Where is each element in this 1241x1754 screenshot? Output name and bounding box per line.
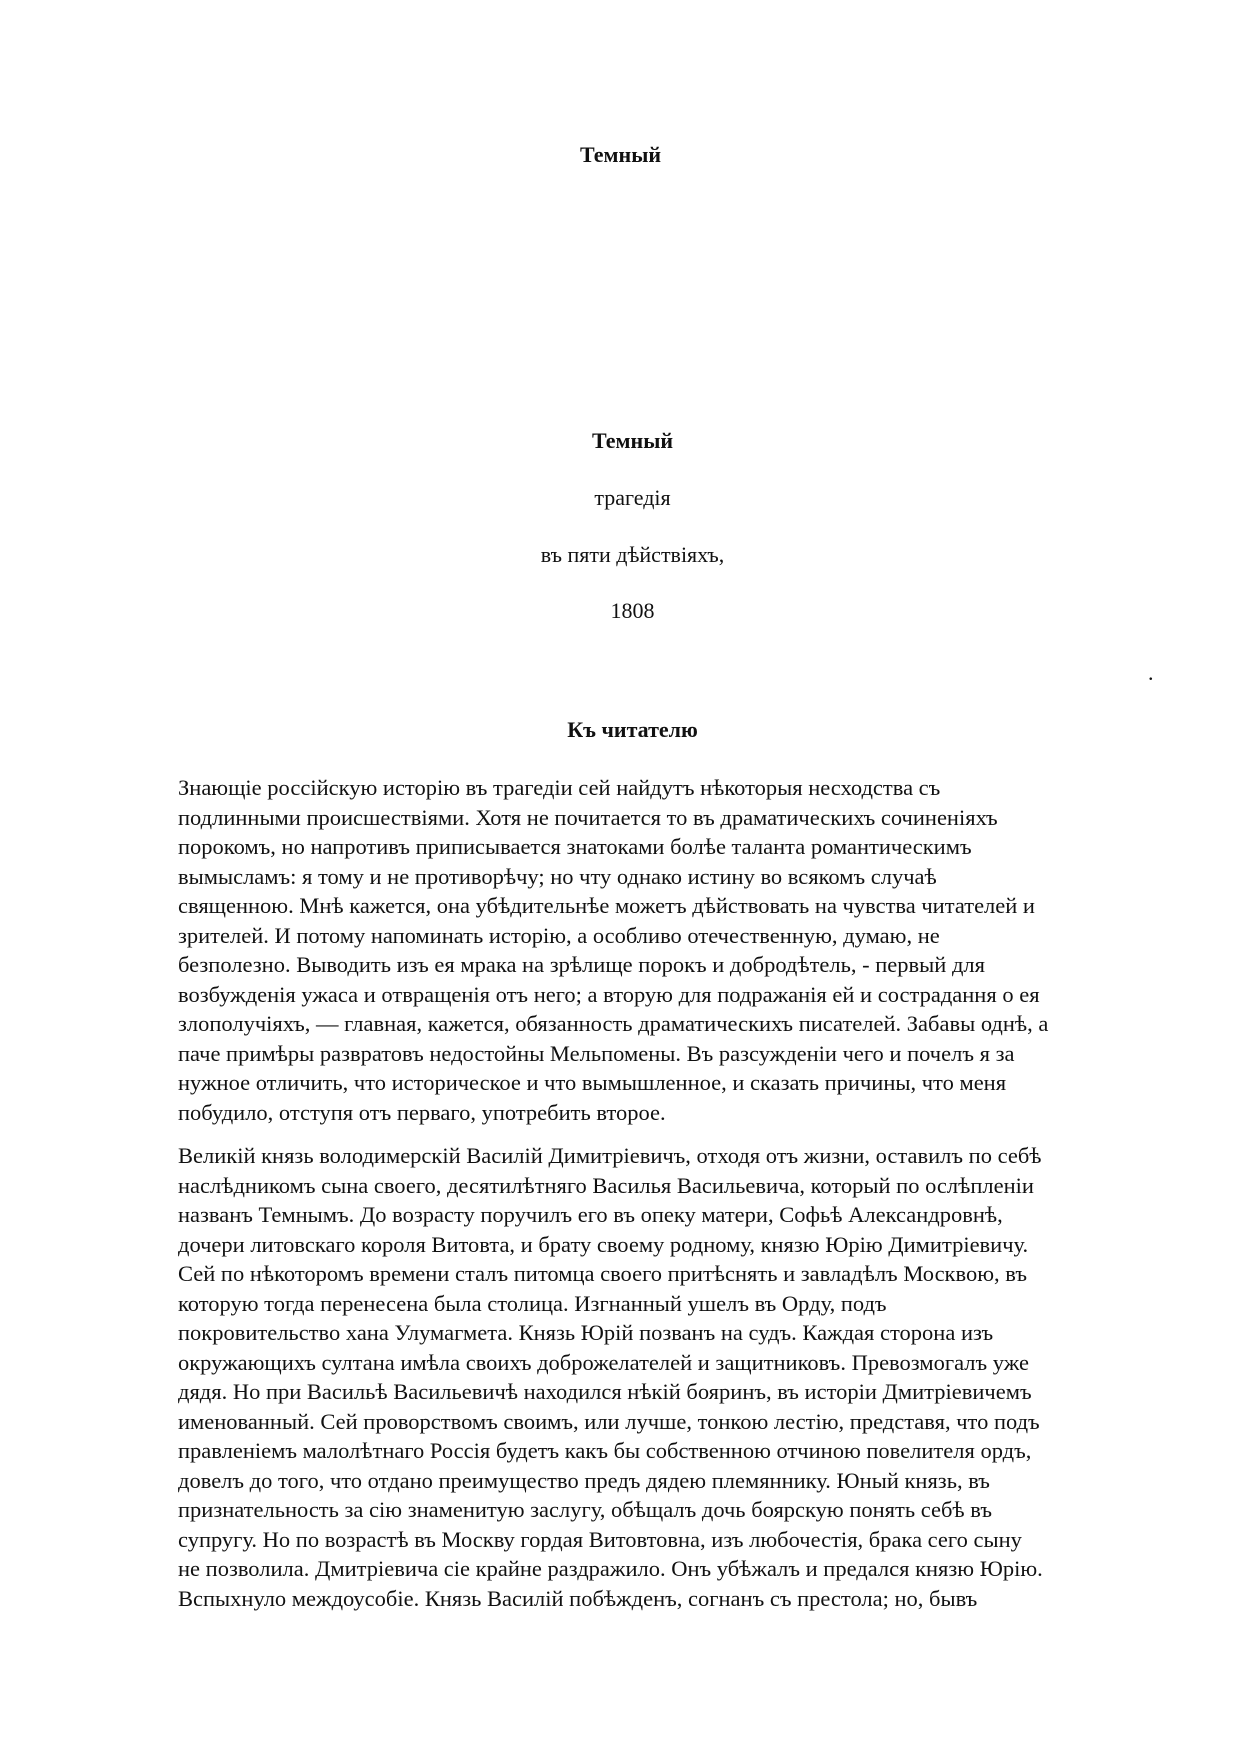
paragraph-line: Знающіе россійскую исторію въ трагедіи сей найдутъ нѣкоторыя несходства съ [178, 775, 941, 800]
paragraph-line: безполезно. Выводить изъ ея мрака на зрѣлище порокъ и добродѣтель, - первый для [178, 952, 985, 977]
paragraph-line: покровительство хана Улумагмета. Князь Юрій позванъ на судъ. Каждая сторона изъ [178, 1320, 994, 1345]
paragraph-line: побудило, отступя отъ перваго, употребить второе. [178, 1099, 666, 1125]
preface-heading: Къ читателю [567, 717, 698, 742]
paragraph-line: именованный. Сей проворствомъ своимъ, или лучше, тонкою лестію, представя, что подъ [178, 1408, 1040, 1434]
paragraph-line: признательность за сію знаменитую заслугу, обѣщалъ дочь боярскую понять себѣ въ [178, 1497, 992, 1522]
paragraph-line: злополучіяхъ, — главная, кажется, обязанность драматическихъ писателей. Забавы однѣ, а [178, 1011, 1049, 1036]
play-acts: въ пяти дѣйствіяхъ, [540, 542, 725, 567]
running-title: Темный [579, 142, 662, 167]
paragraph-line: порокомъ, но напротивъ приписывается знатоками болѣе таланта романтическимъ [178, 834, 972, 859]
paragraph-line: которую тогда перенесена была столица. Изгнанный ушелъ въ Орду, подъ [178, 1290, 887, 1316]
paragraph-line: возбужденія ужаса и отвращенія отъ него; а вторую для подражанія ей и сострадання о ея [178, 981, 1040, 1007]
paragraph-line: довелъ до того, что отдано преимущество предъ дядею племяннику. Юный князь, въ [178, 1467, 990, 1493]
paragraph-line: названъ Темнымъ. До возрасту поручилъ его въ опеку матери, Софьѣ Александровнѣ, [178, 1202, 1003, 1227]
play-year: 1808 [610, 598, 655, 623]
play-genre: трагедія [594, 485, 671, 510]
paragraph-line: окружающихъ султана имѣла своихъ доброжелателей и защитниковъ. Превозмогалъ уже [178, 1349, 1029, 1375]
play-title: Темный [591, 428, 674, 453]
preface-paragraph-2 [178, 1141, 1138, 1613]
paragraph-line: Сей по нѣкоторомъ времени сталъ питомца своего притѣснять и завладѣлъ Москвою, въ [178, 1261, 1027, 1286]
paragraph-line: священною. Мнѣ кажется, она убѣдительнѣе можетъ дѣйствовать на чувства читателей и [178, 893, 1035, 918]
paragraph-line: не позволила. Дмитріевича сіе крайне раздражило. Онъ убѣжалъ и предался князю Юрію. [178, 1556, 1043, 1581]
paragraph-line: дочери литовскаго короля Витовта, и брату своему родному, князю Юрію Димитріевичу. [178, 1231, 1029, 1257]
preface-paragraph-1 [178, 773, 1138, 1127]
paragraph-line: Вспыхнуло междоусобіе. Князь Василій побѣжденъ, согнанъ съ престола; но, бывъ [178, 1585, 978, 1611]
paragraph-line: супругу. Но по возрастѣ въ Москву гордая Витовтовна, изъ любочестія, брака сего сыну [178, 1526, 1022, 1552]
stray-mark: . [1148, 660, 1154, 685]
paragraph-line: наслѣдникомъ сына своего, десятилѣтняго Василья Васильевича, который по ослѣпленіи [178, 1172, 1034, 1198]
paragraph-line: паче примѣры развратовъ недостойны Мельпомены. Въ разсужденіи чего и почелъ я за [178, 1040, 1015, 1066]
paragraph-line: Великій князь володимерскій Василій Димитріевичъ, отходя отъ жизни, оставилъ по себѣ [178, 1143, 1042, 1168]
paragraph-line: зрителей. И потому напоминать исторію, а особливо отечественную, думаю, не [178, 922, 940, 948]
paragraph-line: правленіемъ малолѣтнаго Россія будетъ какъ бы собственною отчиною повелителя ордъ, [178, 1438, 1032, 1463]
paragraph-line: дядя. Но при Васильѣ Васильевичѣ находился нѣкій бояринъ, въ исторіи Дмитріевичемъ [178, 1379, 1032, 1404]
paragraph-line: нужное отличить, что историческое и что вымышленное, и сказать причины, что меня [178, 1070, 1007, 1095]
paragraph-line: подлинными происшествіями. Хотя не почитается то въ драматическихъ сочиненіяхъ [178, 804, 998, 830]
paragraph-line: вымысламъ: я тому и не противорѣчу; но чту однако истину во всякомъ случаѣ [178, 863, 937, 889]
